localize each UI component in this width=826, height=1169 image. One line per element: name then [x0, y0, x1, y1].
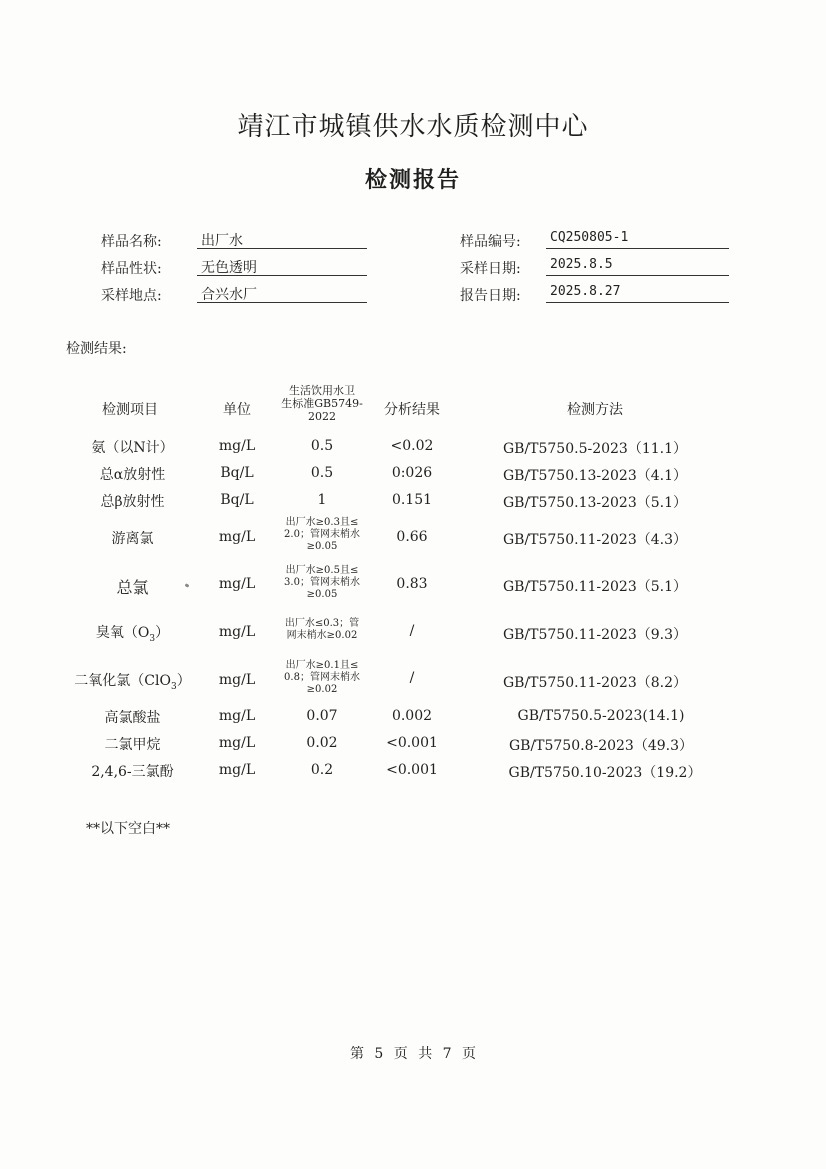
row-result: <0.001 — [386, 735, 438, 751]
row-result: 0.83 — [396, 576, 428, 592]
row-item: 总α放射性 — [99, 467, 166, 483]
row-method: GB/T5750.10-2023（19.2） — [508, 765, 702, 781]
row-unit: mg/L — [218, 672, 256, 688]
row-standard: 0.2 — [310, 762, 334, 778]
row-unit: Bq/L — [220, 465, 254, 481]
row-standard — [267, 565, 377, 601]
report-title: 检测报告 — [364, 167, 461, 193]
row-item: 游离氯 — [111, 531, 154, 547]
col-header-unit: 单位 — [223, 402, 251, 418]
row-item-subscript: 3 — [149, 633, 156, 644]
row-standard — [267, 618, 377, 642]
row-standard: 0.5 — [310, 465, 334, 481]
row-item: 二氯甲烷 — [104, 737, 161, 753]
row-result: 0.002 — [391, 708, 433, 724]
row-standard-line: ≥0.05 — [306, 589, 338, 600]
row-unit: Bq/L — [220, 492, 254, 508]
row-unit: mg/L — [218, 624, 256, 640]
col-header-standard-line: 生标准GB5749- — [281, 397, 363, 410]
row-standard-line: 3.0；管网末梢水 — [284, 577, 360, 588]
row-unit: mg/L — [218, 735, 256, 751]
report-date-label: 报告日期: — [460, 288, 521, 304]
sample-id-label: 样品编号: — [460, 234, 521, 250]
row-method: GB/T5750.5-2023(14.1) — [517, 708, 685, 724]
organization-title: 靖江市城镇供水水质检测中心 — [237, 112, 589, 142]
sampling-location-label: 采样地点: — [101, 288, 162, 304]
row-standard-line: 出厂水≥0.5且≤ — [285, 565, 359, 576]
row-item: 2,4,6-三氯酚 — [91, 764, 174, 780]
row-item-text-tail: ） — [155, 625, 170, 641]
row-standard — [267, 660, 377, 696]
col-header-standard-line: 生活饮用水卫 — [289, 384, 355, 397]
row-result: <0.001 — [386, 762, 438, 778]
row-result: 0.151 — [391, 492, 433, 508]
row-item-text: 二氧化氯（ClO — [74, 673, 171, 689]
end-of-results-note: **以下空白** — [86, 821, 170, 837]
page-number: 第 5 页 共 7 页 — [349, 1046, 477, 1062]
row-method: GB/T5750.13-2023（5.1） — [502, 495, 688, 511]
row-unit: mg/L — [218, 438, 256, 454]
row-standard-line: ≥0.02 — [306, 684, 338, 695]
row-standard-line: 出厂水≥0.1且≤ — [285, 660, 359, 671]
row-standard — [267, 517, 377, 553]
row-standard: 0.07 — [306, 708, 338, 724]
row-method: GB/T5750.13-2023（4.1） — [502, 468, 688, 484]
row-method: GB/T5750.11-2023（4.3） — [502, 532, 688, 548]
row-standard-line: 出厂水≤0.3；管 — [284, 618, 360, 629]
row-unit: mg/L — [218, 529, 256, 545]
row-item — [60, 670, 205, 692]
col-header-result: 分析结果 — [384, 402, 440, 418]
sampling-location-value: 合兴水厂 — [197, 284, 367, 303]
row-method: GB/T5750.5-2023（11.1） — [502, 441, 688, 457]
results-section-label: 检测结果: — [66, 341, 127, 357]
row-method: GB/T5750.11-2023（9.3） — [502, 627, 688, 643]
row-method: GB/T5750.8-2023（49.3） — [508, 738, 694, 754]
row-result: 0.66 — [396, 529, 428, 545]
row-method: GB/T5750.11-2023（5.1） — [502, 579, 688, 595]
row-standard: 0.02 — [306, 735, 338, 751]
row-item: 总氯 — [116, 578, 149, 597]
row-item-text: 臭氧（O — [95, 625, 150, 641]
col-header-method: 检测方法 — [567, 402, 623, 418]
sampling-date-label: 采样日期: — [460, 261, 521, 277]
row-result: 0:026 — [391, 465, 433, 481]
row-standard: 0.5 — [310, 438, 334, 454]
row-standard-line: 出厂水≥0.3且≤ — [285, 517, 359, 528]
row-standard-line: ≥0.05 — [306, 541, 338, 552]
row-method: GB/T5750.11-2023（8.2） — [502, 675, 688, 691]
report-date-value: 2025.8.27 — [546, 284, 729, 303]
row-result: <0.02 — [390, 438, 434, 454]
row-standard: 1 — [317, 492, 327, 508]
sample-id-value: CQ250805-1 — [546, 230, 729, 249]
row-item-text-tail: ） — [176, 673, 191, 689]
row-unit: mg/L — [218, 708, 256, 724]
col-header-standard-line: 2022 — [308, 410, 336, 423]
sampling-date-value: 2025.8.5 — [546, 257, 729, 276]
row-standard-line: 2.0；管网末梢水 — [284, 529, 360, 540]
sample-name-label: 样品名称: — [101, 234, 162, 250]
row-item — [70, 622, 195, 644]
row-item: 高氯酸盐 — [104, 710, 161, 726]
row-item-subscript: 3 — [170, 681, 177, 692]
sample-nature-label: 样品性状: — [101, 261, 162, 277]
sample-nature-value: 无色透明 — [197, 257, 367, 276]
row-unit: mg/L — [218, 576, 256, 592]
sample-name-value: 出厂水 — [197, 230, 367, 249]
row-standard-line: 网末梢水≥0.02 — [286, 630, 358, 641]
col-header-item: 检测项目 — [102, 402, 158, 418]
row-item: 氨（以N计） — [91, 440, 174, 456]
row-standard-line: 0.8；管网末梢水 — [284, 672, 360, 683]
row-item: 总β放射性 — [100, 494, 165, 510]
col-header-standard — [267, 384, 377, 423]
row-result: / — [409, 623, 415, 639]
row-result: / — [409, 670, 415, 686]
row-unit: mg/L — [218, 762, 256, 778]
